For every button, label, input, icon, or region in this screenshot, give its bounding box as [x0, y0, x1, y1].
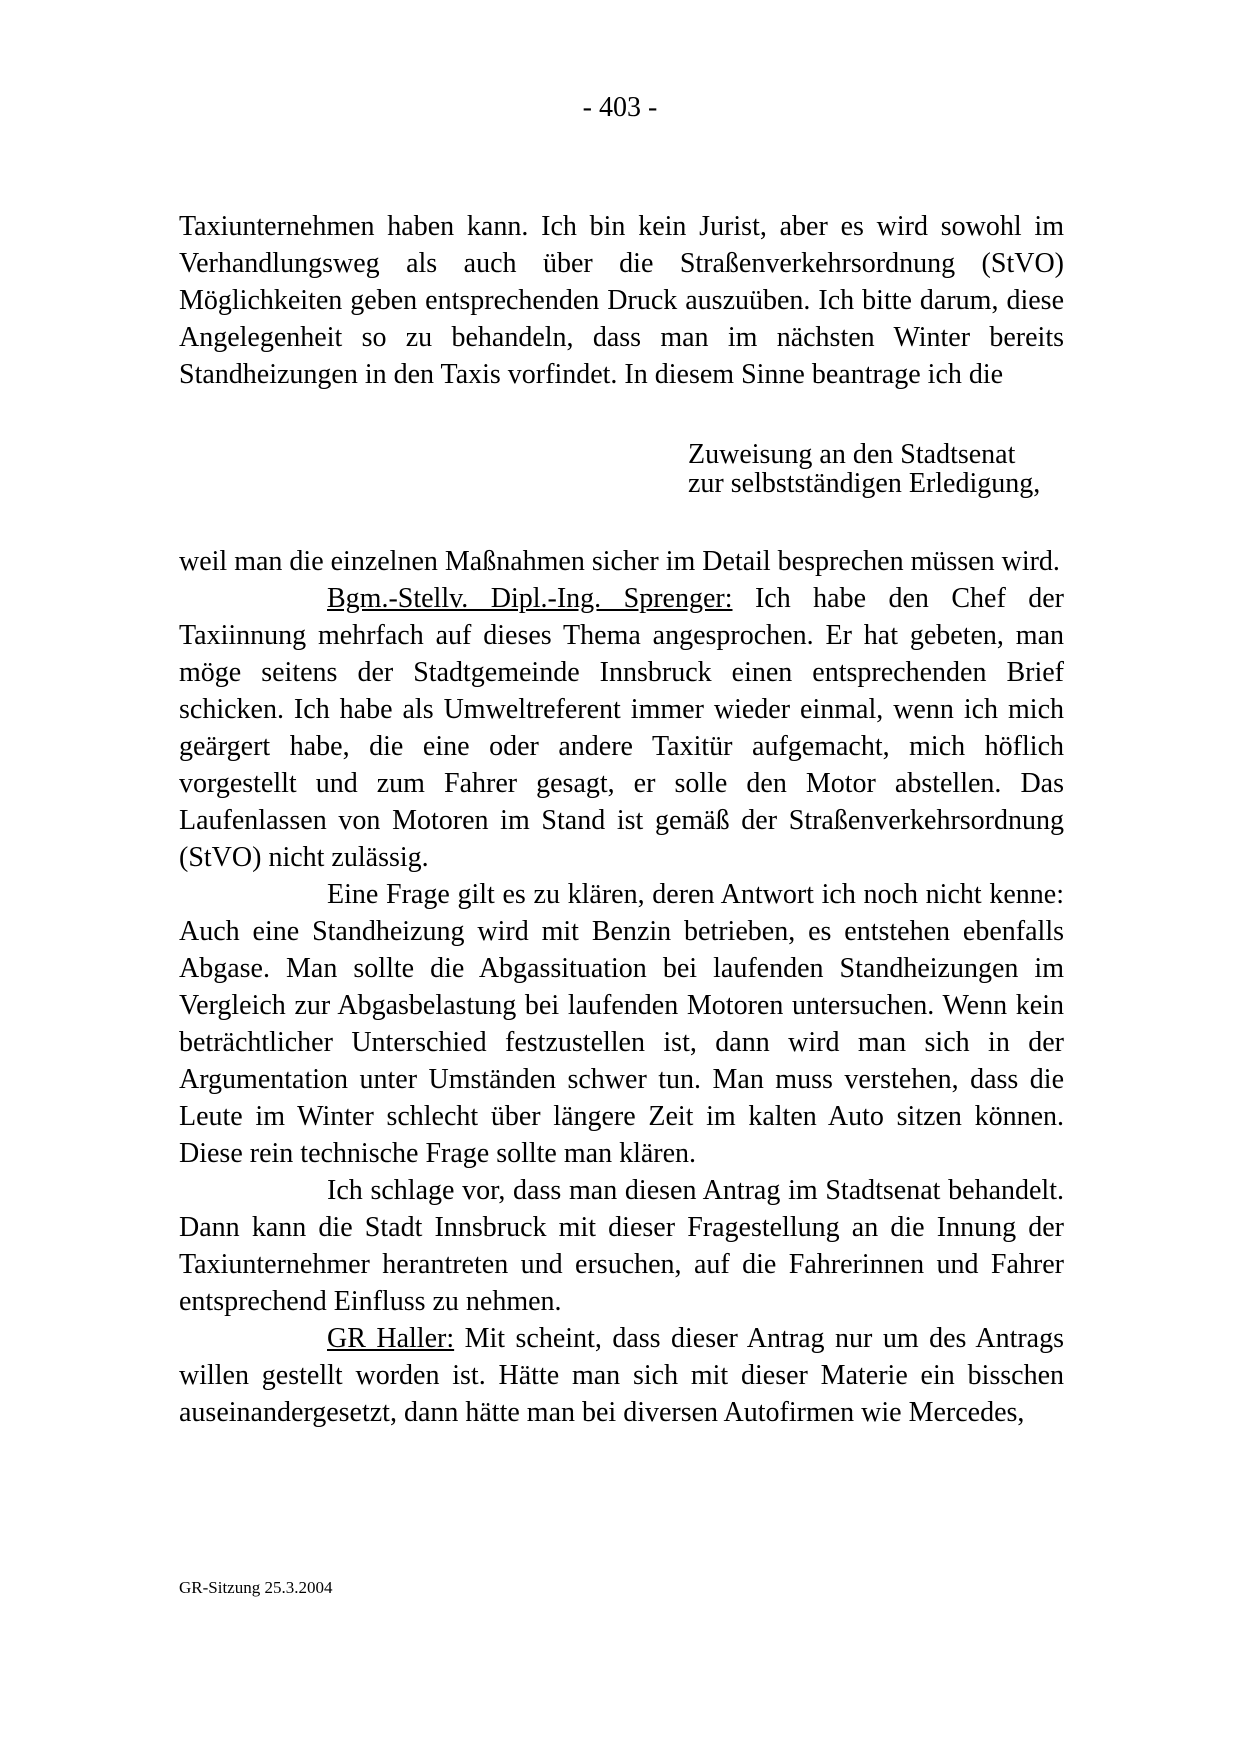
paragraph-haller — [179, 1320, 1064, 1431]
intro-block — [179, 208, 1064, 393]
speaker-name: GR Haller: — [327, 1323, 455, 1354]
motion-block — [688, 440, 1040, 498]
motion-line-1: Zuweisung an den Stadtsenat — [688, 439, 1016, 470]
speaker-statement: Mit scheint, dass dieser Antrag nur um des Antrags willen gestellt worden ist. Hätte man sich mit dieser Materie ein bisschen auseinandergesetzt, dann hätte man bei diversen Autofirmen wie Mercedes, — [179, 1323, 1064, 1428]
speaker-statement: Ich habe den Chef der Taxiinnung mehrfach auf dieses Thema angesprochen. Er hat gebeten, man möge seitens der Stadtgemeinde Innsbruck einen entsprechenden Brief schicken. Ich habe als Umweltreferent immer wieder einmal, wenn ich mich geärgert habe, die eine oder andere Taxitür aufgemacht, mich höflich vorgestellt und zum Fahrer gesagt, er solle den Motor abstellen. Das Laufenlassen von Motoren im Stand ist gemäß der Straßenverkehrsordnung (StVO) nicht zulässig. — [179, 583, 1064, 873]
page-number: - 403 - — [582, 92, 658, 123]
paragraph-question: Eine Frage gilt es zu klären, deren Antwort ich noch nicht kenne: Auch eine Standheizung wird mit Benzin betrieben, es entstehen ebenfalls Abgase. Man sollte die Abgassituation bei laufenden Standheizungen im Vergleich zur Abgasbelastung bei laufenden Motoren untersuchen. Wenn kein beträchtlicher Unterschied festzustellen ist, dann wird man sich in der Argumentation unter Umständen schwer tun. Man muss verstehen, dass die Leute im Winter schlecht über längere Zeit im kalten Auto sitzen können. Diese rein technische Frage sollte man klären. — [179, 879, 1064, 1169]
main-text — [179, 543, 1064, 1431]
paragraph-continuation: weil man die einzelnen Maßnahmen sicher im Detail besprechen müssen wird. — [179, 546, 1060, 577]
paragraph-intro: Taxiunternehmen haben kann. Ich bin kein Jurist, aber es wird sowohl im Verhandlungsweg als auch über die Straßenverkehrsordnung (StVO) Möglichkeiten geben entsprechenden Druck auszuüben. Ich bitte darum, diese Angelegenheit so zu behandeln, dass man im nächsten Winter bereits Standheizungen in den Taxis vorfindet. In diesem Sinne beantrage ich die — [179, 211, 1064, 390]
motion-line-2: zur selbstständigen Erledigung, — [688, 468, 1041, 499]
footer-session-date: GR-Sitzung 25.3.2004 — [179, 1578, 333, 1597]
paragraph-sprenger — [179, 580, 1064, 876]
speaker-name: Bgm.-Stellv. Dipl.-Ing. Sprenger: — [327, 583, 733, 614]
paragraph-proposal: Ich schlage vor, dass man diesen Antrag im Stadtsenat behandelt. Dann kann die Stadt Innsbruck mit dieser Fragestellung an die Innung der Taxiunternehmer herantreten und ersuchen, auf die Fahrerinnen und Fahrer entsprechend Einfluss zu nehmen. — [179, 1175, 1064, 1317]
